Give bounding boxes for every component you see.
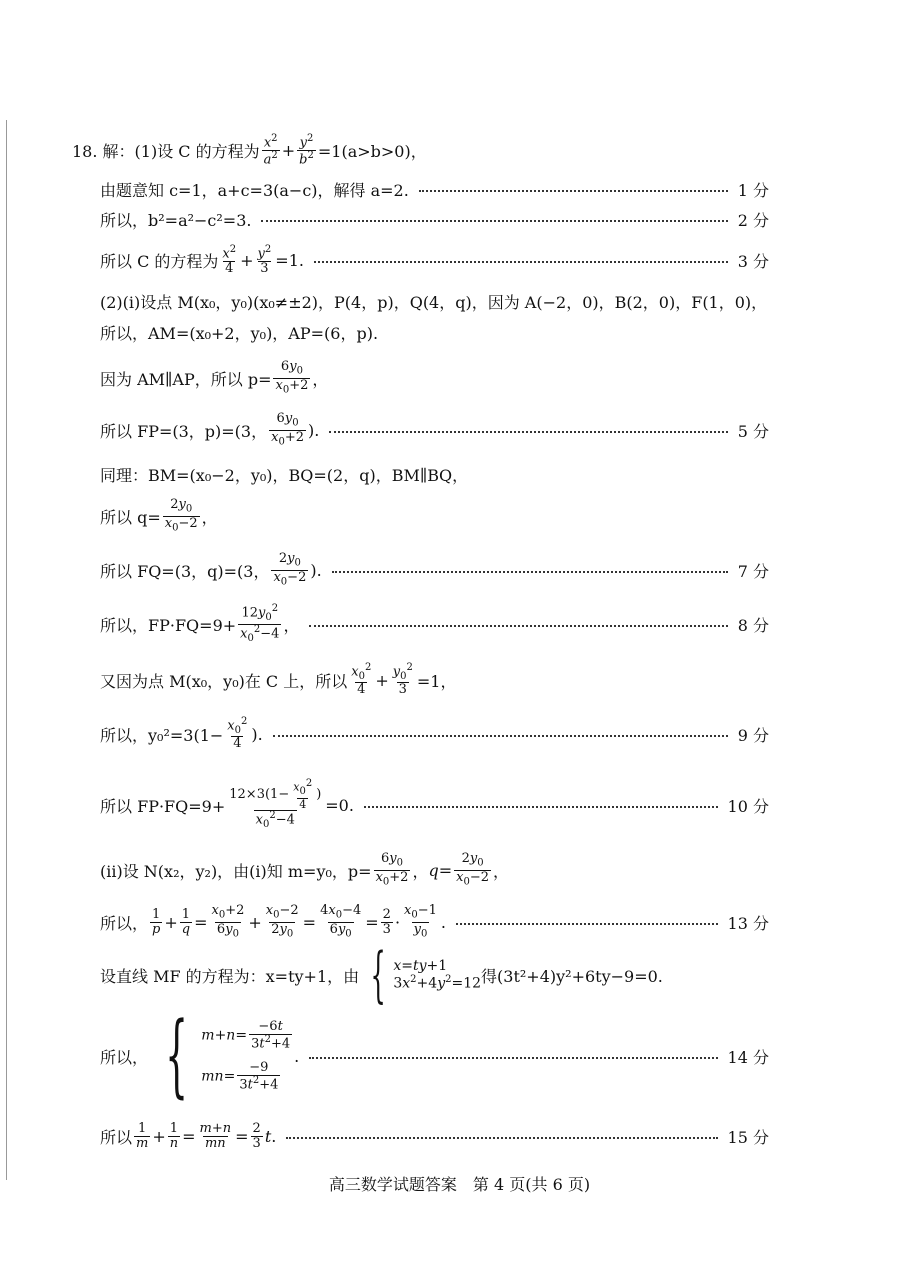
step-text: 又因为点 M(x₀，y₀)在 C 上，所以 (100, 671, 348, 691)
fraction: $\frac{x_0-1}{y_0}$ (404, 903, 437, 940)
step-16: 所以， $\frac{1}{p}$ + $\frac{1}{q}$ = $\frac{x_0+2}{6y_0}$ + $\frac{x_0-2}{2y_0}$ = $\frac{4x_0-4}{6y_0}$ = $\frac{2}{3}$ · $\frac{x_0-1}{y_0}$ . 13 分 (100, 903, 769, 940)
step-14: 所以 FP·FQ=9+ 12×3(1− $\frac{x_0^2}{4}$ ) $x_0^2-4$ =0. 10 分 (100, 778, 769, 831)
step-2 (100, 208, 769, 230)
dot-leader (456, 923, 718, 925)
step-3: 所以 C 的方程为 $\frac{x^2}{4}$ + $\frac{y^2}{3}$ =1. 3 分 (100, 243, 769, 276)
fraction: $\frac{x_0^2}{4}$ (227, 715, 248, 752)
fraction: 12×3(1− $\frac{x_0^2}{4}$ ) $x_0^2-4$ (229, 778, 322, 831)
fraction: $\frac{2}{3}$ (252, 1120, 261, 1151)
step-text: 因为 AM∥AP，所以 p= (100, 369, 272, 389)
fraction: $\frac{x_0-2}{2y_0}$ (265, 903, 299, 940)
step-tail: 得(3t²+4)y²+6ty−9=0. (481, 966, 663, 986)
step-9: 所以 q= $\frac{2y_0}{x_0-2}$ ， (100, 497, 218, 534)
problem-intro: 18. 解：(1)设 C 的方程为 (72, 141, 260, 161)
fraction: $\frac{1}{n}$ (169, 1120, 179, 1151)
fraction: $\frac{1}{q}$ (181, 906, 191, 937)
fraction: $\frac{2}{3}$ (382, 906, 391, 937)
step-text: 所以，y₀²=3(1− (100, 725, 224, 745)
dot-leader (286, 1137, 717, 1139)
step-4 (100, 290, 769, 312)
fraction: $\frac{2y_0}{x_0-2}$ (456, 851, 490, 888)
step-7: 所以 FP=(3，p)=(3， $\frac{6y_0}{x_0+2}$ ). 5 分 (100, 411, 769, 448)
step-11: 所以，FP·FQ=9+ $\frac{12y_0^2}{x_0^2-4}$ ， 8 分 (100, 603, 769, 644)
fraction: $\frac{x_0+2}{6y_0}$ (211, 903, 245, 940)
step-score: 15 分 (727, 1127, 769, 1147)
fraction: $\frac{1}{m}$ (136, 1120, 149, 1151)
fraction: $\frac{y^2}{3}$ (257, 243, 272, 276)
step-score: 10 分 (727, 796, 769, 816)
step-12: 又因为点 M(x₀，y₀)在 C 上，所以 $\frac{x_0^2}{4}$ + $\frac{y_0^2}{3}$ =1， (100, 661, 457, 698)
fraction: $\frac{6y_0}{x_0+2}$ (271, 411, 304, 448)
step-score: 14 分 (727, 1047, 769, 1067)
dot-leader (332, 571, 728, 573)
page-footer: 高三数学试题答案 第 4 页(共 6 页) (328, 1175, 591, 1194)
problem-header: 18. 解：(1)设 C 的方程为 $\frac{x^2}{a^2}$ + $\frac{y^2}{b^2}$ =1(a>b>0)， (72, 132, 427, 167)
step-score: 5 分 (737, 421, 769, 441)
step-5 (100, 320, 769, 344)
brace: { (165, 1003, 189, 1108)
step-1 (100, 178, 769, 200)
fraction: $\frac{m+n}{mn}$ (199, 1120, 232, 1151)
step-score: 9 分 (737, 725, 769, 745)
step-text: 同理：BM=(x₀−2，y₀)，BQ=(2，q)，BM∥BQ， (100, 465, 469, 485)
dot-leader (314, 261, 728, 263)
step-score: 2 分 (737, 210, 769, 230)
dot-leader (309, 625, 727, 627)
step-text: 所以 FP·FQ=9+ (100, 796, 226, 816)
fraction: $\frac{x^2}{a^2}$ (263, 132, 278, 167)
step-score: 13 分 (727, 913, 769, 933)
step-text: 所以 q= (100, 507, 161, 527)
fraction: $\frac{y^2}{b^2}$ (299, 132, 314, 167)
step-text: 所以，AM=(x₀+2，y₀)，AP=(6，p). (100, 323, 379, 343)
page-edge-line (6, 120, 7, 1180)
dot-leader (273, 735, 728, 737)
step-17 (100, 940, 769, 1010)
step-8 (100, 462, 769, 486)
step-score: 8 分 (737, 615, 769, 635)
fraction: $\frac{y_0^2}{3}$ (392, 661, 413, 698)
step-text: 所以，FP·FQ=9+ (100, 615, 237, 635)
brace: { (370, 940, 386, 1010)
fraction: $\frac{1}{p}$ (152, 906, 161, 937)
step-text: 所以 FQ=(3，q)=(3， (100, 561, 270, 581)
step-score: 7 分 (737, 561, 769, 581)
equation-system: m+n= $\frac{-6t}{3t^2+4}$ mn= $\frac{-9}{3t^2+4}$ (201, 1019, 291, 1092)
step-text: 所以，b²=a²−c²=3. (100, 210, 252, 230)
dot-leader (309, 1057, 717, 1059)
dot-leader (261, 220, 727, 222)
step-text: 所以 (100, 1127, 133, 1147)
step-13: 所以，y₀²=3(1− $\frac{x_0^2}{4}$ ). 9 分 (100, 715, 769, 752)
step-text: (2)(i)设点 M(x₀，y₀)(x₀≠±2)，P(4，p)，Q(4，q)，因为 A(−2，0)，B(2，0)，F(1，0)， (100, 292, 768, 312)
step-text: 所以， (100, 913, 149, 933)
fraction: $\frac{x_0^2}{4}$ (351, 661, 372, 698)
step-score: 1 分 (737, 180, 769, 200)
fraction: $\frac{2y_0}{x_0-2}$ (164, 497, 198, 534)
dot-leader (419, 190, 728, 192)
fraction: $\frac{x^2}{4}$ (222, 243, 237, 276)
fraction: $\frac{6y_0}{x_0+2}$ (275, 359, 309, 396)
step-text: 设直线 MF 的方程为：x=ty+1，由 (100, 966, 360, 986)
step-19: 所以 $\frac{1}{m}$ + $\frac{1}{n}$ = $\frac{m+n}{mn}$ = $\frac{2}{3}$ t . 15 分 (100, 1120, 769, 1151)
fraction: $\frac{12y_0^2}{x_0^2-4}$ (240, 603, 280, 644)
problem-intro-tail: =1(a>b>0)， (317, 141, 427, 161)
step-text: 所以， (100, 1047, 149, 1067)
step-text: 所以 FP=(3，p)=(3， (100, 421, 268, 441)
fraction: $\frac{4x_0-4}{6y_0}$ (320, 903, 362, 940)
step-text: (ii)设 N(x₂，y₂)，由(i)知 m=y₀，p= (100, 861, 372, 881)
step-10: 所以 FQ=(3，q)=(3， $\frac{2y_0}{x_0-2}$ ). 7 分 (100, 551, 769, 588)
fraction: $\frac{2y_0}{x_0-2}$ (273, 551, 307, 588)
step-15: (ii)设 N(x₂，y₂)，由(i)知 m=y₀，p= $\frac{6y_0}{x_0+2}$ ， q = $\frac{2y_0}{x_0-2}$ ， (100, 851, 510, 888)
equation-system: x=ty+1 $3x^2+4y^2=12$ (393, 958, 482, 992)
step-score: 3 分 (737, 251, 769, 271)
step-text: 所以 C 的方程为 (100, 251, 219, 271)
fraction: $\frac{6y_0}{x_0+2}$ (375, 851, 409, 888)
step-text: 由题意知 c=1，a+c=3(a−c)，解得 a=2. (100, 180, 409, 200)
step-text-suffix: =1. (275, 250, 304, 270)
dot-leader (329, 431, 727, 433)
step-6: 因为 AM∥AP，所以 p= $\frac{6y_0}{x_0+2}$ ， (100, 359, 329, 396)
dot-leader (364, 806, 718, 808)
step-18: 所以， { m+n= $\frac{-6t}{3t^2+4}$ mn= $\frac{-9}{3t^2+4}$ . 14 分 (100, 1003, 769, 1108)
